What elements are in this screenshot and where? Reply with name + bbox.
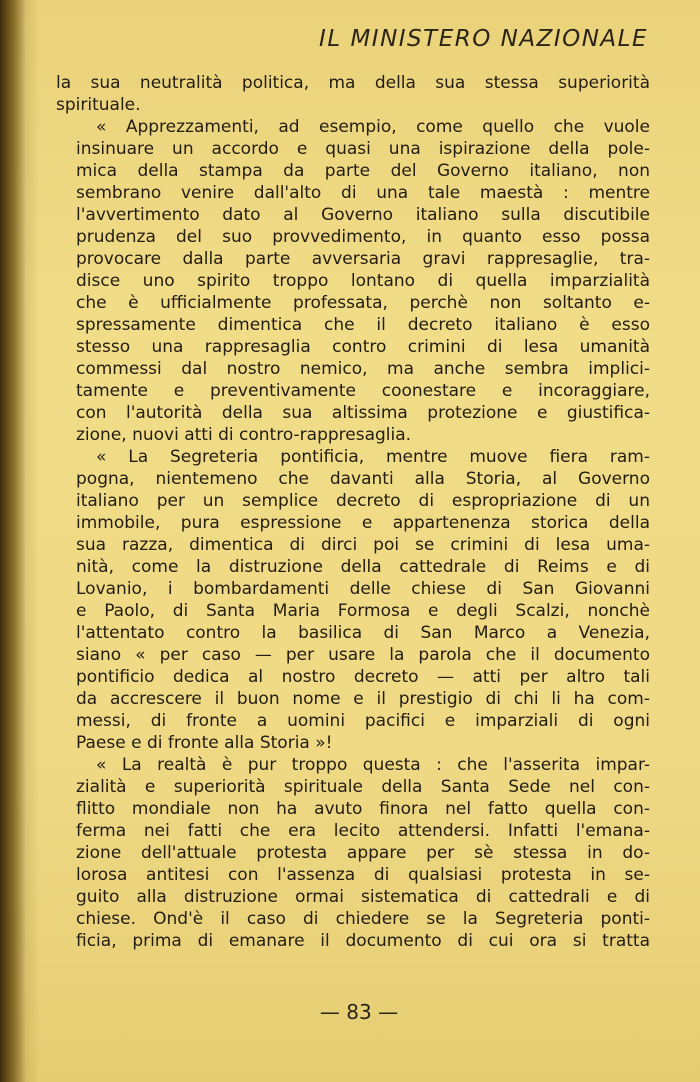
- paragraph: [56, 72, 650, 116]
- text-line: con l'autorità della sua altissima protezione e giustifica-: [76, 403, 650, 423]
- text-line: pontificio dedica al nostro decreto — atti per altro tali: [76, 667, 650, 687]
- text-line: flitto mondiale non ha avuto finora nel fatto quella con-: [76, 799, 650, 819]
- text-line: ficia, prima di emanare il documento di cui ora si tratta: [76, 931, 650, 951]
- text-line: prudenza del suo provvedimento, in quanto esso possa: [76, 227, 650, 247]
- paragraph: [56, 116, 650, 446]
- text-line: Lovanio, i bombardamenti delle chiese di San Giovanni: [76, 579, 650, 599]
- text-line: mica della stampa da parte del Governo italiano, non: [76, 161, 650, 181]
- text-line: siano « per caso — per usare la parola che il documento: [76, 645, 650, 665]
- text-line: messi, di fronte a uomini pacifici e imparziali di ogni: [76, 711, 650, 731]
- paragraph: [56, 754, 650, 952]
- body-text: [56, 72, 650, 952]
- text-line: guito alla distruzione ormai sistematica di cattedrali e di: [76, 887, 650, 907]
- text-line: immobile, pura espressione e appartenenza storica della: [76, 513, 650, 533]
- text-line: zione dell'attuale protesta appare per sè stessa in do-: [76, 843, 650, 863]
- text-line: provocare dalla parte avversaria gravi rappresaglie, tra-: [76, 249, 650, 269]
- text-line: sembrano venire dall'alto di una tale maestà : mentre: [76, 183, 650, 203]
- text-line: spressamente dimentica che il decreto italiano è esso: [76, 315, 650, 335]
- text-line: spirituale.: [56, 95, 141, 115]
- text-line: tamente e preventivamente coonestare e incoraggiare,: [76, 381, 650, 401]
- text-line: zione, nuovi atti di contro-rappresaglia.: [76, 425, 412, 445]
- text-line: chiese. Ond'è il caso di chiedere se la Segreteria ponti-: [76, 909, 650, 929]
- text-line: « La realtà è pur troppo questa : che l'asserita impar-: [96, 755, 650, 775]
- text-line: ferma nei fatti che era lecito attendersi. Infatti l'emana-: [76, 821, 650, 841]
- text-line: sua razza, dimentica di dirci poi se crimini di lesa uma-: [76, 535, 650, 555]
- text-line: « Apprezzamenti, ad esempio, come quello che vuole: [96, 117, 650, 137]
- text-line: lorosa antitesi con l'assenza di qualsiasi protesta in se-: [76, 865, 650, 885]
- text-line: commessi dal nostro nemico, ma anche sembra implici-: [76, 359, 650, 379]
- text-line: italiano per un semplice decreto di espropriazione di un: [76, 491, 650, 511]
- paragraph: [56, 446, 650, 754]
- text-line: da accrescere il buon nome e il prestigio di chi li ha com-: [76, 689, 650, 709]
- text-line: nità, come la distruzione della cattedrale di Reims e di: [76, 557, 650, 577]
- text-line: Paese e di fronte alla Storia »!: [76, 733, 333, 753]
- text-line: che è ufficialmente professata, perchè non soltanto e-: [76, 293, 650, 313]
- text-line: « La Segreteria pontificia, mentre muove fiera ram-: [96, 447, 650, 467]
- text-line: l'avvertimento dato al Governo italiano sulla discutibile: [76, 205, 650, 225]
- text-line: disce uno spirito troppo lontano di quella imparzialità: [76, 271, 650, 291]
- text-line: insinuare un accordo e quasi una ispirazione della pole-: [76, 139, 650, 159]
- text-line: e Paolo, di Santa Maria Formosa e degli Scalzi, nonchè: [76, 601, 650, 621]
- text-line: zialità e superiorità spirituale della Santa Sede nel con-: [76, 777, 650, 797]
- page-number: — 83 —: [319, 1000, 399, 1024]
- running-head: IL MINISTERO NAZIONALE: [319, 26, 648, 52]
- binding-shadow: [0, 0, 26, 1082]
- text-line: l'attentato contro la basilica di San Marco a Venezia,: [76, 623, 650, 643]
- text-line: la sua neutralità politica, ma della sua stessa superiorità: [56, 73, 650, 93]
- text-line: stesso una rappresaglia contro crimini di lesa umanità: [76, 337, 650, 357]
- text-line: pogna, nientemeno che davanti alla Storia, al Governo: [76, 469, 650, 489]
